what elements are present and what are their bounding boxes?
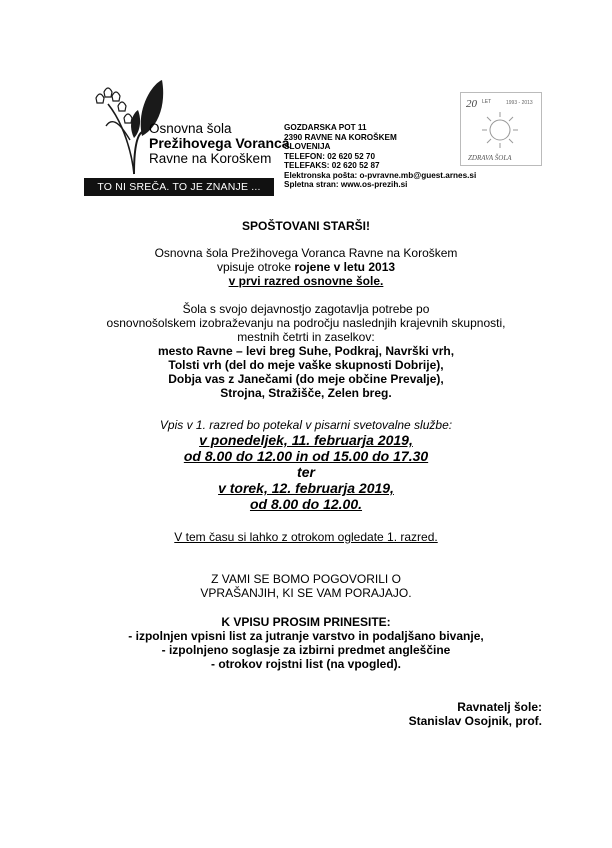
intro-line1: Osnovna šola Prežihovega Voranca Ravne na Koroškem xyxy=(154,246,458,260)
visit-note: V tem času si lahko z otrokom ogledate 1. razred. xyxy=(174,530,438,544)
area-bold-line: Tolsti vrh (del do meje vaške skupnosti Dobrije), xyxy=(168,358,444,372)
intro-line2a: vpisuje otroke xyxy=(216,260,295,274)
birth-year: rojene v letu 2013 xyxy=(294,260,396,274)
area-bold-line: mesto Ravne – levi breg Suhe, Podkraj, Navrški vrh, xyxy=(157,344,455,358)
contact-address: GOZDARSKA POT 11 xyxy=(284,123,367,132)
healthy-school-badge xyxy=(460,92,542,166)
contact-email: Elektronska pošta: o-pvravne.mb@guest.arnes.si xyxy=(284,170,477,180)
ter: ter xyxy=(297,464,315,480)
school-name xyxy=(149,121,290,166)
area-bold-line: Strojna, Stražišče, Zelen breg. xyxy=(220,386,392,400)
contact-country: SLOVENIJA xyxy=(284,142,331,151)
school-name-line3: Ravne na Koroškem xyxy=(149,151,272,166)
intro-paragraph xyxy=(60,246,552,288)
bring-item: - izpolnjen vpisni list za jutranje varstvo in podaljšano bivanje, xyxy=(128,629,484,643)
contact-phone: TELEFON: 02 620 52 70 xyxy=(284,151,376,161)
intro-line2 xyxy=(60,260,552,274)
contact-fax: TELEFAKS: 02 620 52 87 xyxy=(284,161,380,170)
signature-name: Stanislav Osojnik, prof. xyxy=(408,714,542,728)
talk-paragraph xyxy=(60,572,552,600)
contact-city: 2390 RAVNE NA KOROŠKEM xyxy=(284,132,397,142)
signature-block xyxy=(409,700,542,728)
school-name-line2: Prežihovega Voranca xyxy=(149,135,290,151)
bring-item: - otrokov rojstni list (na vpogled). xyxy=(210,657,401,671)
area-line: Šola s svojo dejavnostjo zagotavlja potrebe po xyxy=(182,302,430,316)
svg-text:LET: LET xyxy=(482,99,492,105)
contact-website: Spletna stran: www.os-prezih.si xyxy=(284,180,408,189)
date-1: v ponedeljek, 11. februarja 2019, xyxy=(199,432,413,448)
svg-text:1993 - 2013: 1993 - 2013 xyxy=(506,100,533,106)
enrollment-paragraph xyxy=(60,418,552,512)
svg-text:20: 20 xyxy=(466,98,477,110)
enroll-intro: Vpis v 1. razred bo potekal v pisarni svetovalne službe: xyxy=(159,418,453,432)
slogan-bar: TO NI SREČA. TO JE ZNANJE ... xyxy=(84,178,274,196)
school-name-line1: Osnovna šola xyxy=(149,121,232,136)
area-paragraph xyxy=(60,302,552,400)
area-line: osnovnošolskem izobraževanju na področju naslednjih krajevnih skupnosti, xyxy=(106,316,506,330)
bring-item: - izpolnjeno soglasje za izbirni predmet angleščine xyxy=(161,643,451,657)
signature-title: Ravnatelj šole: xyxy=(457,700,542,714)
time-2: od 8.00 do 12.00. xyxy=(249,496,363,512)
date-2: v torek, 12. februarja 2019, xyxy=(218,480,394,496)
area-bold-line: Dobja vas z Janečami (do meje občine Prevalje), xyxy=(168,372,444,386)
time-1: od 8.00 do 12.00 in od 15.00 do 17.30 xyxy=(183,448,429,464)
talk-line1: Z VAMI SE BOMO POGOVORILI O xyxy=(211,572,401,586)
area-line: mestnih četrti in zaselkov: xyxy=(237,330,375,344)
greeting: SPOŠTOVANI STARŠI! xyxy=(241,219,370,233)
intro-line3: v prvi razred osnovne šole. xyxy=(228,274,384,288)
bring-list xyxy=(60,615,552,671)
bring-title: K VPISU PROSIM PRINESITE: xyxy=(221,615,391,629)
svg-text:ZDRAVA ŠOLA: ZDRAVA ŠOLA xyxy=(468,154,512,162)
contact-block xyxy=(284,123,476,190)
talk-line2: VPRAŠANJIH, KI SE VAM PORAJAJO. xyxy=(200,586,412,600)
